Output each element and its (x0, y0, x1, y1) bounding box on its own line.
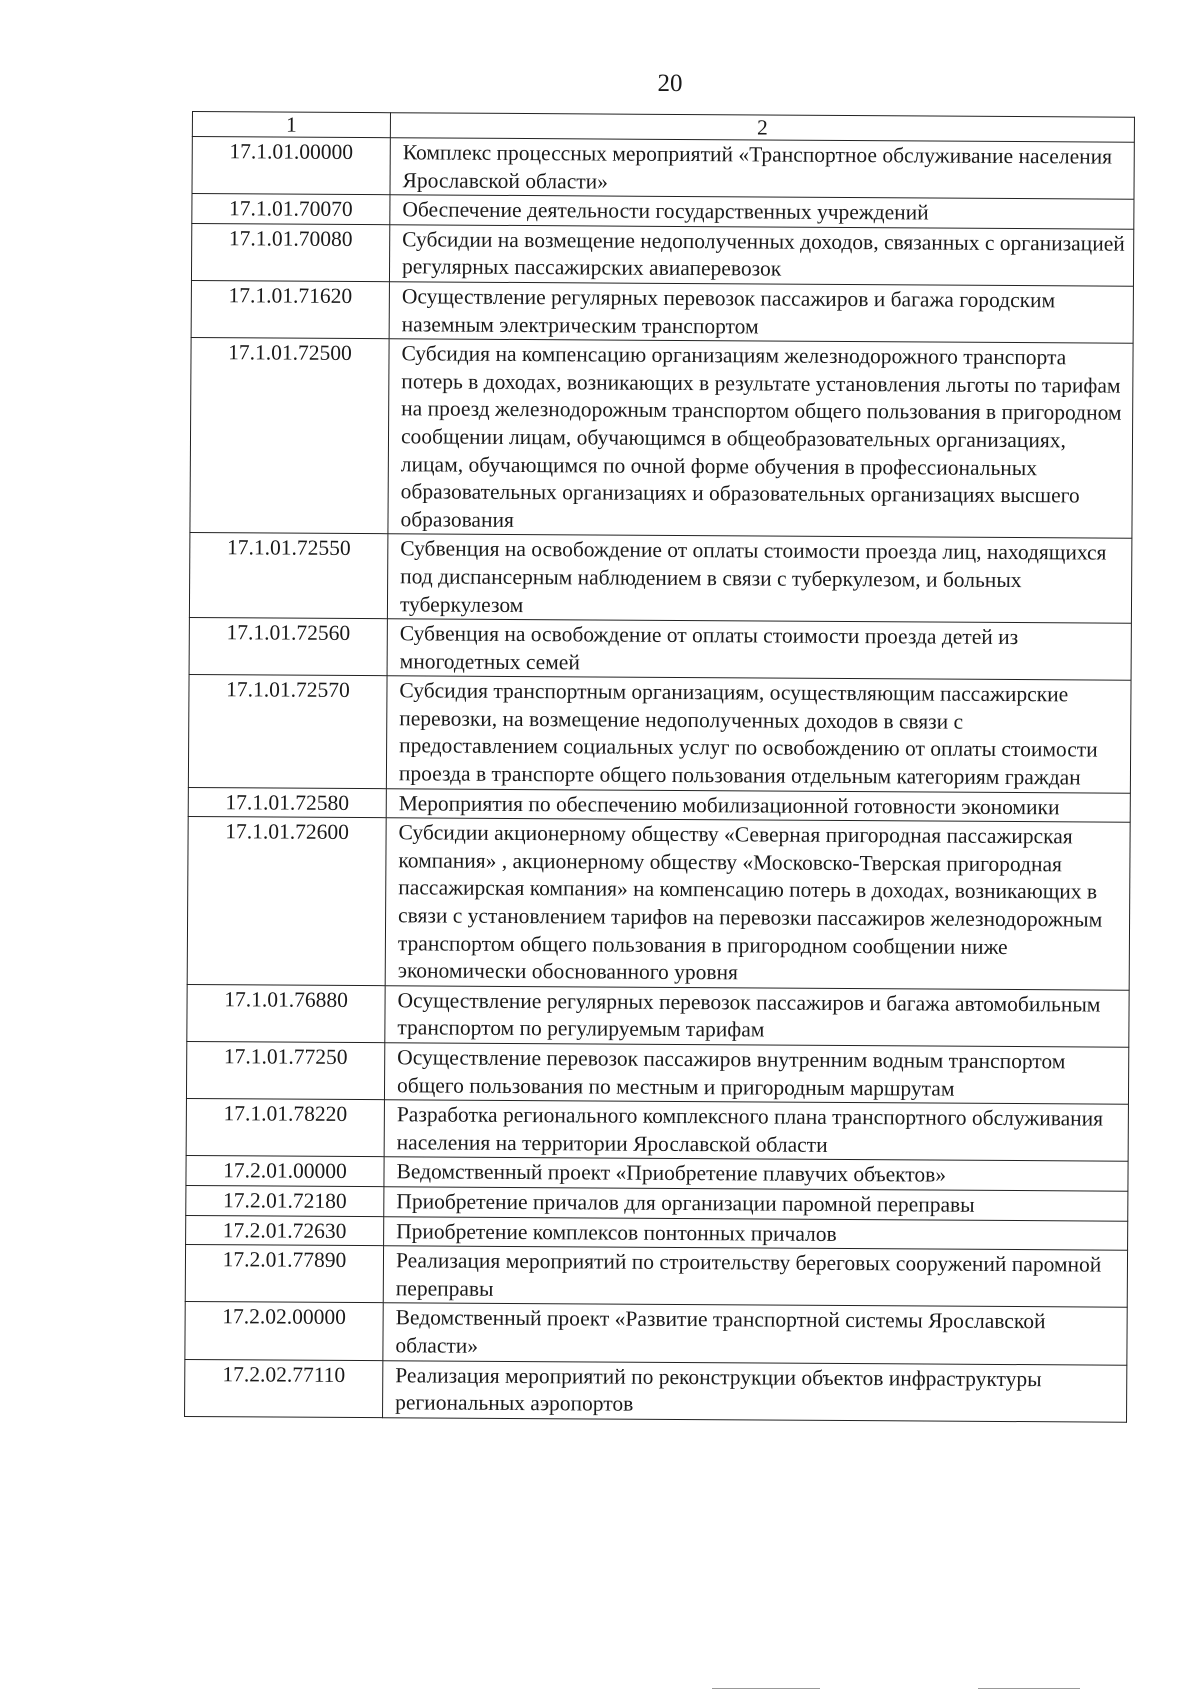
budget-classification-table (184, 111, 1135, 1422)
row-code: 17.1.01.72560 (189, 618, 387, 676)
page-number: 20 (657, 70, 683, 97)
row-code: 17.1.01.00000 (192, 137, 390, 195)
row-description: Мероприятия по обеспечению мобилизационной готовности экономики (386, 788, 1130, 822)
table-row (189, 533, 1132, 624)
table-row (187, 984, 1129, 1047)
row-code: 17.1.01.78220 (186, 1099, 384, 1157)
table-row (191, 223, 1133, 286)
table-row (189, 618, 1131, 681)
table-row (186, 1099, 1128, 1162)
row-code: 17.2.01.72630 (186, 1215, 384, 1246)
row-description: Осуществление перевозок пассажиров внутренним водным транспортом общего пользования по местным и пригородным маршрутам (384, 1043, 1128, 1105)
row-description: Разработка регионального комплексного плана транспортного обслуживания населения на территории Ярославской области (384, 1100, 1128, 1162)
row-description: Реализация мероприятий по строительству береговых сооружений паромной переправы (383, 1246, 1127, 1308)
row-code: 17.2.01.77890 (185, 1245, 383, 1303)
table-row (185, 1245, 1127, 1308)
row-description: Ведомственный проект «Развитие транспортной системы Ярославской области» (383, 1303, 1127, 1365)
row-code: 17.1.01.70070 (192, 194, 390, 225)
row-code: 17.2.02.00000 (185, 1302, 383, 1360)
table-row (192, 137, 1134, 200)
row-code: 17.1.01.72600 (187, 817, 386, 986)
table-row (187, 817, 1130, 990)
row-code: 17.2.02.77110 (185, 1359, 383, 1417)
table-row (191, 280, 1133, 343)
row-description: Комплекс процессных мероприятий «Транспортное обслуживание населения Ярославской области» (390, 138, 1134, 200)
row-description: Реализация мероприятий по реконструкции объектов инфраструктуры региональных аэропортов (383, 1360, 1127, 1422)
scan-artifact-line (712, 1688, 820, 1689)
row-description: Приобретение комплексов понтонных причалов (384, 1216, 1128, 1250)
row-description: Субсидия транспортным организациям, осуществляющим пассажирские перевозки, на возмещение недополученных доходов в связи с предоставлением социальных услуг по освобождению от оплаты стоимости проезда в транспорте общего пользования отдельным категориям граждан (386, 676, 1131, 793)
table-row (185, 1359, 1127, 1422)
scan-artifact-line (978, 1688, 1080, 1689)
row-description: Осуществление регулярных перевозок пассажиров и багажа автомобильным транспортом по регулируемым тарифам (385, 986, 1129, 1048)
row-code: 17.2.01.00000 (186, 1156, 384, 1187)
row-code: 17.1.01.76880 (187, 984, 385, 1042)
row-description: Приобретение причалов для организации паромной переправы (384, 1187, 1128, 1221)
table-row (186, 1041, 1128, 1104)
row-code: 17.1.01.71620 (191, 280, 389, 338)
row-description: Субсидии на возмещение недополученных доходов, связанных с организацией регулярных пассажирских авиаперевозок (389, 224, 1133, 286)
table-row (188, 675, 1131, 793)
row-code: 17.1.01.72580 (188, 787, 386, 818)
table-body (185, 137, 1135, 1422)
column-header-code: 1 (192, 112, 390, 138)
row-description: Ведомственный проект «Приобретение плавучих объектов» (384, 1157, 1128, 1191)
row-code: 17.1.01.72550 (189, 533, 388, 619)
row-description: Субсидии акционерному обществу «Северная пригородная пассажирская компания» , акционерному обществу «Московско-Тверская пригородная пассажирская компания» на компенсацию потерь в доходах, возникающих в связи с установлением тарифов на перевозки пассажиров железнодорожным транспортом общего пользования в пригородном сообщении ниже экономически обоснованного уровня (385, 818, 1130, 990)
row-code: 17.1.01.72500 (190, 338, 389, 534)
row-description: Обеспечение деятельности государственных учреждений (390, 195, 1134, 229)
row-description: Субсидия на компенсацию организациям железнодорожного транспорта потерь в доходах, возникающих в результате установления льготы по тарифам на проезд железнодорожным транспортом общего пользования в пригородном сообщении лицам, обучающимся в общеобразовательных организациях, лицам, обучающимся по очной форме обучения в профессиональных образовательных организациях и образовательных организациях высшего образования (388, 339, 1133, 539)
row-code: 17.2.01.72180 (186, 1185, 384, 1216)
row-description: Субвенция на освобождение от оплаты стоимости проезда лиц, находящихся под диспансерным наблюдением в связи с туберкулезом, и больных туберкулезом (387, 534, 1132, 623)
row-code: 17.1.01.72570 (188, 675, 387, 789)
row-code: 17.1.01.77250 (186, 1041, 384, 1099)
table-row (190, 338, 1133, 539)
row-code: 17.1.01.70080 (191, 223, 389, 281)
row-description: Субвенция на освобождение от оплаты стоимости проезда детей из многодетных семей (387, 619, 1131, 681)
table-row (185, 1302, 1127, 1365)
row-description: Осуществление регулярных перевозок пассажиров и багажа городским наземным электрическим транспортом (389, 282, 1133, 344)
column-header-description: 2 (390, 113, 1134, 143)
